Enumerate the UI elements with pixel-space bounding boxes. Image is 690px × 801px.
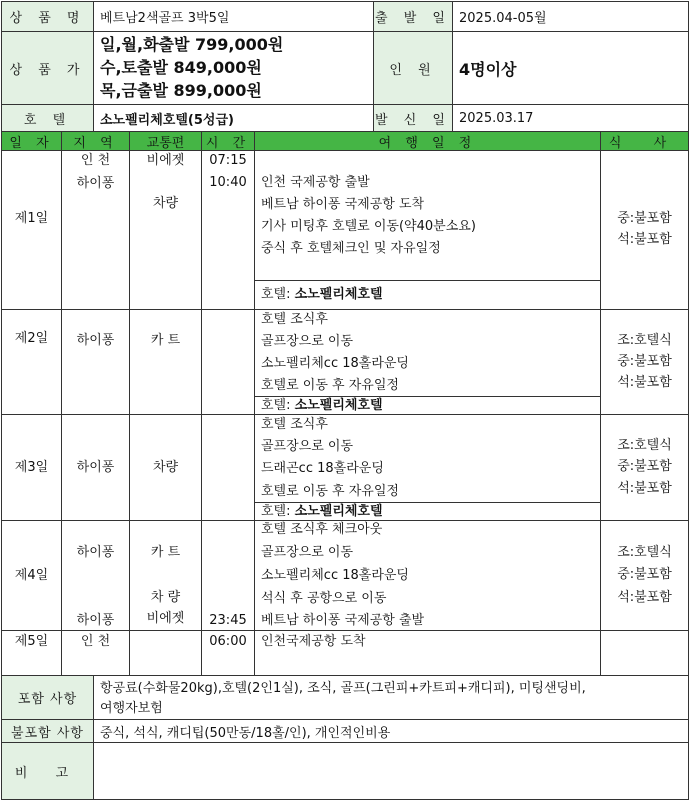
grid-line: [201, 150, 202, 676]
people-label: 인 원: [373, 31, 453, 105]
hotel-divider: [254, 502, 600, 503]
region: 하이퐁: [76, 545, 115, 560]
meal: 석:불포함: [617, 590, 672, 605]
hotel-name: 소노펠리체호텔: [294, 398, 383, 413]
row-divider: [1, 414, 689, 415]
col-header-transport: 교통편: [129, 131, 202, 151]
price-label: 상 품 가: [1, 31, 94, 105]
schedule-line: 호텔로 이동 후 자유일정: [261, 378, 399, 393]
row-divider: [1, 520, 689, 521]
hotel-name: 소노펠리체호텔: [294, 504, 383, 519]
included-label: 포함 사항: [1, 675, 94, 720]
meal: 중:불포함: [617, 354, 672, 369]
time: 10:40: [209, 175, 247, 190]
issue-date-value: 2025.03.17: [452, 104, 689, 132]
meal: 조:호텔식: [617, 333, 672, 348]
meal: 석:불포함: [617, 375, 672, 390]
schedule-line: 인천국제공항 도착: [261, 634, 366, 649]
schedule-line: 호텔 조식후: [261, 417, 328, 432]
schedule-line: 골프장으로 이동: [261, 545, 354, 560]
day-label: 제3일: [14, 460, 49, 475]
schedule-line: 베트남 하이퐁 국제공항 출발: [261, 613, 425, 628]
departure-label: 출 발 일: [373, 1, 453, 32]
hotel-label: 호 텔: [1, 104, 94, 132]
hotel-prefix: 호텔:: [261, 504, 295, 519]
schedule-line: 석식 후 공항으로 이동: [261, 591, 387, 606]
hotel-prefix: 호텔:: [261, 398, 295, 413]
schedule-line: 중식 후 호텔체크인 및 자유일정: [261, 241, 441, 256]
col-header-region: 지 역: [61, 131, 130, 151]
day-label: 제1일: [14, 211, 49, 226]
price-value: [93, 31, 374, 105]
region: 하이퐁: [76, 613, 115, 628]
meal: 조:호텔식: [617, 438, 672, 453]
region: 인 천: [80, 634, 111, 649]
schedule-line: 호텔로 이동 후 자유일정: [261, 484, 399, 499]
remarks-label: 비 고: [1, 742, 94, 800]
meal: 석:불포함: [617, 481, 672, 496]
hotel-name: 소노펠리체호텔: [294, 287, 383, 302]
departure-value: 2025.04-05월: [452, 1, 689, 32]
region: 인 천: [80, 153, 111, 168]
schedule-line: 소노펠리체cc 18홀라운딩: [261, 356, 409, 371]
meal: 조:호텔식: [617, 545, 672, 560]
transport: 비에젯: [146, 153, 185, 168]
day-label: 제4일: [14, 568, 49, 583]
hotel-divider: [254, 280, 600, 281]
time: 23:45: [209, 613, 247, 628]
hotel-line: [261, 287, 383, 303]
schedule-line: 기사 미팅후 호텔로 이동(약40분소요): [261, 219, 476, 234]
transport: 차량: [152, 196, 179, 211]
transport: 카 트: [150, 545, 181, 560]
hotel-line: [261, 504, 383, 520]
meal: 중:불포함: [617, 567, 672, 582]
grid-line: [61, 150, 62, 676]
transport: 카 트: [150, 333, 181, 348]
product-name-value: 베트남2색골프 3박5일: [93, 1, 374, 32]
region: 하이퐁: [76, 460, 115, 475]
excluded-label: 불포함 사항: [1, 719, 94, 743]
issue-date-label: 발 신 일: [373, 104, 453, 132]
time: 06:00: [209, 634, 247, 649]
meal: 석:불포함: [617, 232, 672, 247]
col-header-schedule: 여 행 일 정: [254, 131, 601, 151]
remarks-value: [93, 742, 689, 800]
col-header-day: 일 자: [1, 131, 62, 151]
grid-line: [688, 150, 689, 676]
transport: 차 량: [150, 590, 181, 605]
row-divider: [1, 630, 689, 631]
product-name-label: 상 품 명: [1, 1, 94, 32]
day-label: 제2일: [14, 331, 49, 346]
price-line: 수,토출발 849,000원: [100, 58, 262, 77]
schedule-line: 소노펠리체cc 18홀라운딩: [261, 568, 409, 583]
meal: 중:불포함: [617, 459, 672, 474]
col-header-time: 시 간: [201, 131, 255, 151]
hotel-prefix: 호텔:: [261, 287, 295, 302]
transport: 비에젯: [146, 611, 185, 626]
people-value: 4명이상: [452, 31, 689, 105]
row-divider: [1, 309, 689, 310]
hotel-line: [261, 398, 383, 414]
region: 하이퐁: [76, 333, 115, 348]
day-label: 제5일: [14, 634, 49, 649]
schedule-line: 호텔 조식후: [261, 312, 328, 327]
col-header-meals: 식 사: [600, 131, 689, 151]
region: 하이퐁: [76, 176, 115, 191]
schedule-line: 드래곤cc 18홀라운딩: [261, 461, 384, 476]
schedule-line: 호텔 조식후 체크아웃: [261, 522, 383, 537]
price-line: 일,월,화출발 799,000원: [100, 35, 284, 54]
grid-line: [254, 150, 255, 676]
included-line: 여행자보험: [100, 701, 163, 716]
schedule-line: 골프장으로 이동: [261, 439, 354, 454]
price-line: 목,금출발 899,000원: [100, 81, 262, 100]
schedule-line: 베트남 하이퐁 국제공항 도착: [261, 197, 425, 212]
excluded-value: 중식, 석식, 캐디팁(50만동/18홀/인), 개인적인비용: [93, 719, 689, 743]
grid-line: [1, 150, 2, 676]
schedule-line: 인천 국제공항 출발: [261, 175, 370, 190]
hotel-divider: [254, 396, 600, 397]
included-line: 항공료(수화물20kg),호텔(2인1실), 조식, 골프(그린피+카트피+캐디피), 미팅샌딩비,: [100, 681, 586, 696]
transport: 차량: [152, 460, 179, 475]
schedule-line: 골프장으로 이동: [261, 334, 354, 349]
time: 07:15: [209, 153, 247, 168]
included-value: [93, 675, 689, 720]
meal: 중:불포함: [617, 211, 672, 226]
hotel-value: 소노펠리체호텔(5성급): [93, 104, 374, 132]
